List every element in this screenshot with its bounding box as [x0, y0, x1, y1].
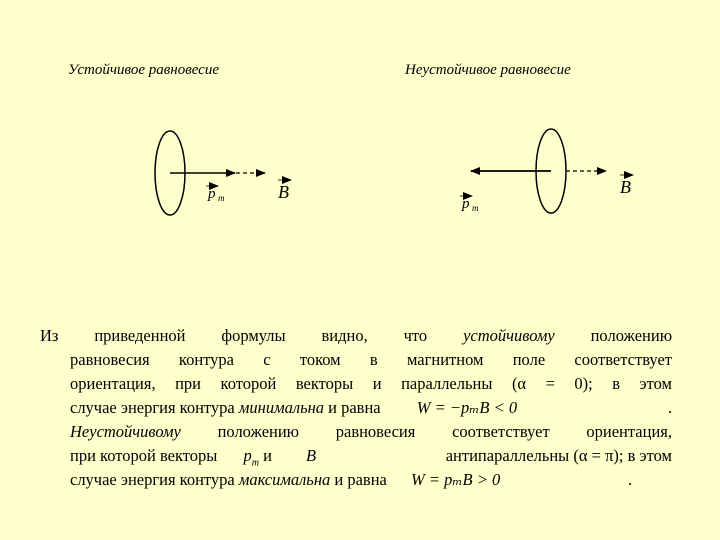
stable-pm-subscript: m [218, 193, 225, 203]
pm-vector-inline: $p_m$ [243, 446, 259, 469]
stable-diagram [155, 131, 291, 215]
text-line-6: при которой векторы $p_m$ и B антипараллельны (α = π); в этом [70, 446, 672, 469]
unstable-diagram [460, 129, 633, 213]
unstable-pm-subscript: m [472, 203, 479, 213]
text-line-4: случае энергия контура минимальна и равна W = −pₘB < 0 . [70, 398, 672, 417]
stable-equilibrium-caption: Устойчивое равновесие [68, 62, 219, 78]
text-line-5: Неустойчивому положению равновесия соответствует ориентация, [70, 422, 672, 441]
text-line-7: случае энергия контура максимальна и равна W = pₘB > 0 . [70, 470, 632, 489]
unstable-equilibrium-caption: Неустойчивое равновесие [405, 62, 571, 78]
text-line-3: ориентация, при которой векторы и параллельны (α = 0); в этом [70, 374, 673, 393]
text-line-2: равновесия контура с током в магнитном поле соответствует [70, 350, 672, 369]
b-vector-inline: B [306, 446, 317, 465]
stable-pm-label: p [208, 186, 216, 202]
unstable-pm-label: p [462, 196, 470, 212]
text-line-1: Из приведенной формулы видно, что устойчивому положению [40, 326, 673, 345]
unstable-b-label: B [620, 177, 631, 197]
stable-b-label: B [278, 182, 289, 202]
energy-max-formula: W = pₘB > 0 [411, 470, 501, 489]
energy-min-formula: W = −pₘB < 0 [416, 398, 518, 417]
